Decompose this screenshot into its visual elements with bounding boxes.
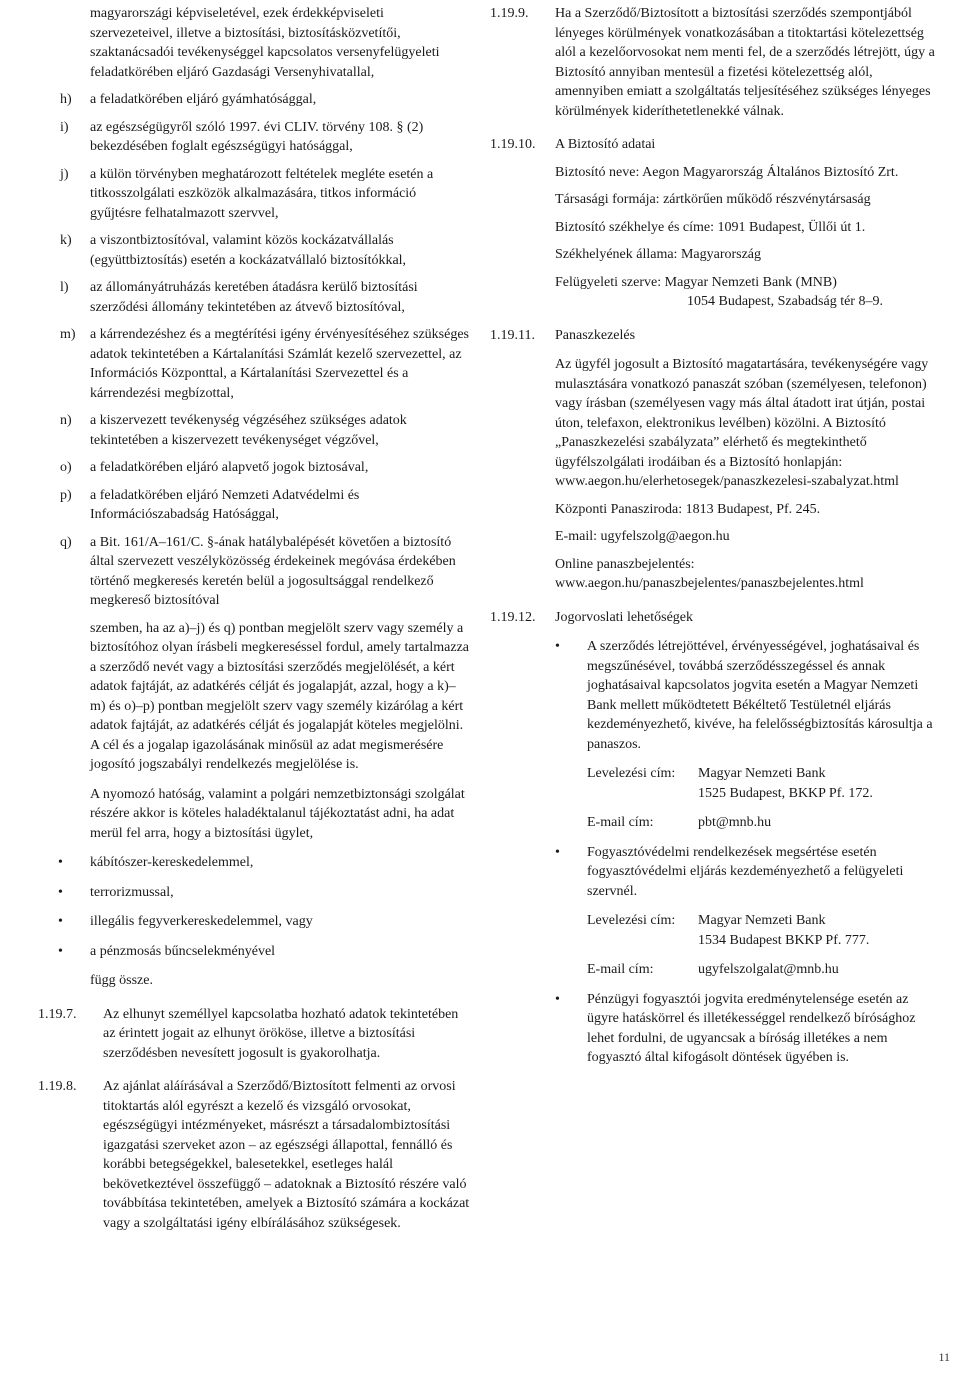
complaint-office: Központi Panasziroda: 1813 Budapest, Pf. 245. bbox=[555, 501, 821, 517]
list-item-i bbox=[38, 118, 470, 157]
section-text: Ha a Szerződő/Biztosított a biztosítási szerződés szempontjából lényeges körülmények vonatkozásában a titoktartási kötelezettség alól a kezelőorvosokat nem menti fel, de a szerződés létrejött, úgy a Biztosító annyiban mentesül a fizetési kötelezettség alól, amennyiben emiatt a szolgáltatás teljesítéséhez szükséges lényeges körülmények kideríthetetlenekké válnak. bbox=[555, 6, 935, 119]
list-text: az állományátruházás keretében átadásra kerülő biztosítási szerződési állomány tekintetében az átvevő biztosítóval, bbox=[90, 280, 418, 315]
mailing-line-1: Magyar Nemzeti Bank bbox=[698, 766, 826, 781]
list-item-q bbox=[38, 533, 470, 611]
list-label: k) bbox=[60, 233, 72, 248]
mailing-address bbox=[587, 764, 940, 803]
list-item-l bbox=[38, 278, 470, 317]
body-paragraph: A nyomozó hatóság, valamint a polgári nemzetbiztonsági szolgálat részére akkor is köteles haladéktalanul tájékoztatást adni, ha adat merül fel arra, hogy a biztosítási ügylet, bbox=[90, 786, 465, 841]
email-address bbox=[587, 960, 940, 980]
list-label: h) bbox=[60, 92, 72, 107]
section-title: Jogorvoslati lehetőségek bbox=[555, 609, 694, 625]
bullet-text: Fogyasztóvédelmi rendelkezések megsértése esetén fogyasztóvédelmi eljárás kezdeményezhető a felügyeleti szervnél. bbox=[587, 844, 904, 899]
email-value: pbt@mnb.hu bbox=[698, 815, 772, 830]
supervisor-name: Magyar Nemzeti Bank (MNB) bbox=[664, 274, 837, 290]
email-label: E-mail cím: bbox=[587, 815, 654, 830]
bullet-item bbox=[38, 942, 470, 962]
mailing-label: Levelezési cím: bbox=[587, 766, 676, 781]
bullet-text: terrorizmussal, bbox=[90, 884, 174, 900]
email-value: ugyfelszolgalat@mnb.hu bbox=[698, 962, 839, 977]
list-label: i) bbox=[60, 119, 69, 135]
mailing-line-2: 1525 Budapest, BKKP Pf. 172. bbox=[698, 785, 873, 801]
section-1-19-7 bbox=[38, 1005, 470, 1064]
bullet-text: a pénzmosás bűncselekményével bbox=[90, 943, 276, 959]
bullet-item bbox=[555, 637, 940, 833]
list-text: a kiszervezett tevékenység végzéséhez szükséges adatok tekintetében a kiszervezett tevékenységet végzővel, bbox=[90, 413, 407, 448]
bullet-item bbox=[555, 843, 940, 980]
section-title: Panaszkezelés bbox=[555, 327, 636, 343]
bullet-icon: • bbox=[555, 639, 560, 654]
body-paragraph: szemben, ha az a)–j) és q) pontban megjelölt szerv vagy személy a biztosítóhoz olyan írásbeli megkereséssel fordul, amely tartalmazza a szerződő nevét vagy a biztosítási szerződés megjelölését, a kért adatok fajtáját, az adatkérés célját és jogalapját, azzal, hogy a k)–m) és o)–p) pontban megjelölt szerv vagy személy kizárólag a kért adatok fajtáját, az adatkérés célját és jogalapját köteles megjelölni. A cél és a jogalap igazolásának minősül az adat megismerésére jogosító jogszabályi rendelkezés megjelölése is. bbox=[90, 620, 470, 772]
section-text: Az elhunyt személlyel kapcsolatba hozható adatok tekintetében az érintett jogait az elhunyt örököse, illetve a biztosítási szerződésben nevesített jogosult is gyakorolhatja. bbox=[103, 1006, 459, 1061]
bullet-text: A szerződés létrejöttével, érvényességével, joghatásaival és megszűnésével, továbbá szerződésszegéssel és annak joghatásaival kapcsolatos jogvita esetén a Magyar Nemzeti Bank mellett működtetett Békéltető Testületnél eljárás kezdeményezhető, kivéve, ha felelősségbiztosítás károsultja a panaszos. bbox=[587, 639, 933, 752]
list-text: a Bit. 161/A–161/C. §-ának hatálybalépését követően a biztosító által szervezett veszélyközösség érdekeinek megóvása érdekében történő megkeresés keretén belül a jogosultsággal rendelkező megkereső biztosítóval bbox=[90, 534, 456, 608]
list-text: a feladatkörében eljáró gyámhatósággal, bbox=[90, 92, 317, 107]
list-item-p bbox=[38, 486, 470, 525]
list-item-n bbox=[38, 411, 470, 450]
section-number: 1.19.7. bbox=[38, 1006, 77, 1022]
list-text: a viszontbiztosítóval, valamint közös kockázatvállalás (együttbiztosítás) esetén a kockázatvállaló biztosítókkal, bbox=[90, 233, 407, 268]
mailing-line-2: 1534 Budapest BKKP Pf. 777. bbox=[698, 932, 870, 948]
bullet-item bbox=[555, 990, 940, 1068]
list-item-k bbox=[38, 231, 470, 270]
list-label: j) bbox=[60, 166, 69, 182]
bullet-icon: • bbox=[58, 943, 63, 959]
section-title: A Biztosító adatai bbox=[555, 137, 656, 152]
list-item-o bbox=[38, 458, 470, 478]
bullet-text: kábítószer-kereskedelemmel, bbox=[90, 855, 254, 870]
section-number: 1.19.11. bbox=[490, 327, 535, 343]
list-label: m) bbox=[60, 327, 76, 342]
right-column bbox=[490, 4, 940, 1078]
list-text: a kárrendezéshez és a megtérítési igény érvényesítéséhez szükséges adatok tekintetében a Kártalanítási Számlát kezelő szervezettel, az Információs Központtal, a Kártalanítási Szervezettel és a kárrendezési megbízottal, bbox=[90, 327, 469, 401]
section-text: Az ajánlat aláírásával a Szerződő/Biztosított felmenti az orvosi titoktartás alól egyrészt a kezelő és vizsgáló orvosokat, egészségügyi intézményeket, másrészt a társadalombiztosítási igazgatási szerveket azon – az egészségi állapottal, fennálló és korábbi betegségekkel, balesetekkel, esetleges halál bekövetkeztével összefüggő – adatoknak a Biztosító részére való továbbítása tekintetében, amelyek a Biztosító számára a kockázat vagy a szolgáltatási igény elbírálásához szükségesek. bbox=[103, 1079, 470, 1231]
mailing-address bbox=[587, 911, 940, 950]
section-number: 1.19.10. bbox=[490, 137, 536, 152]
page-number: 11 bbox=[938, 1349, 950, 1364]
list-label: n) bbox=[60, 413, 72, 428]
bullet-item bbox=[38, 912, 470, 932]
closing-text: függ össze. bbox=[90, 973, 153, 988]
list-label: l) bbox=[60, 280, 69, 295]
bullet-text: Pénzügyi fogyasztói jogvita eredménytelensége esetén az ügyre hatáskörrel és illetékességgel rendelkező bírósághoz lehet fordulni, de ugyancsak a bíróság illetékes a nem fogyasztó által kifogásolt döntések ügyében is. bbox=[587, 991, 916, 1065]
list-item-h bbox=[38, 90, 470, 110]
mailing-label: Levelezési cím: bbox=[587, 913, 676, 928]
section-number: 1.19.12. bbox=[490, 609, 536, 625]
list-text: az egészségügyről szóló 1997. évi CLIV. törvény 108. § (2) bekezdésében foglalt egészségügyi hatósággal, bbox=[90, 119, 424, 154]
supervisor-label: Felügyeleti szerve: bbox=[555, 274, 662, 290]
email-address bbox=[587, 813, 940, 833]
section-number: 1.19.9. bbox=[490, 6, 529, 21]
bullet-item bbox=[38, 853, 470, 873]
supervisor bbox=[555, 273, 940, 312]
insurer-name: Biztosító neve: Aegon Magyarország Általános Biztosító Zrt. bbox=[555, 164, 899, 180]
bullet-icon: • bbox=[555, 991, 560, 1007]
headquarters: Biztosító székhelye és címe: 1091 Budapest, Üllői út 1. bbox=[555, 219, 866, 235]
online-complaint-link[interactable]: www.aegon.hu/panaszbejelentes/panaszbejelentes.html bbox=[555, 576, 864, 591]
list-text: a feladatkörében eljáró alapvető jogok biztosával, bbox=[90, 460, 369, 475]
intro-continuation: magyarországi képviseletével, ezek érdekképviseleti szervezeteivel, illetve a biztosítási, biztosításközvetítői, szaktanácsadói tevékenységgel kapcsolatos versenyfelügyeleti feladatkörében eljáró Gazdasági Versenyhivatallal, bbox=[90, 6, 440, 80]
online-complaint-label: Online panaszbejelentés: bbox=[555, 556, 695, 572]
list-label: o) bbox=[60, 460, 72, 475]
section-1-19-11 bbox=[490, 326, 940, 594]
bullet-icon: • bbox=[58, 914, 63, 929]
bullet-item bbox=[38, 883, 470, 903]
section-1-19-10 bbox=[490, 135, 940, 312]
email-label: E-mail cím: bbox=[587, 962, 654, 977]
section-1-19-8 bbox=[38, 1077, 470, 1233]
section-1-19-9 bbox=[490, 4, 940, 121]
bullet-icon: • bbox=[555, 844, 560, 860]
list-text: a külön törvényben meghatározott feltételek megléte esetén a titkosszolgálati eszközök alkalmazására, titkos információ gyűjtésre felhatalmazott szervvel, bbox=[90, 166, 434, 221]
bullet-icon: • bbox=[58, 855, 63, 870]
hq-state: Székhelyének állama: Magyarország bbox=[555, 247, 762, 262]
section-1-19-12 bbox=[490, 608, 940, 1068]
company-form: Társasági formája: zártkörűen működő részvénytársaság bbox=[555, 192, 871, 207]
complaint-email: E-mail: ugyfelszolg@aegon.hu bbox=[555, 529, 730, 544]
complaint-paragraph: Az ügyfél jogosult a Biztosító magatartására, tevékenységére vagy mulasztására vonatkozó panaszát szóban (személyesen, telefonon) vagy írásban (személyesen vagy más által átadott irat útján, postai úton, telefaxon, elektronikus levélben) közölni. A Biztosító „Panaszkezelési szabályzata” elérhető és megtekinthető ügyfélszolgálati irodáiban és a Biztosító honlapján: www.aegon.hu/elerhetosegek/panaszkezelesi-szabalyzat.html bbox=[555, 357, 929, 489]
list-label: q) bbox=[60, 534, 72, 550]
list-text: a feladatkörében eljáró Nemzeti Adatvédelmi és Információszabadság Hatósággal, bbox=[90, 487, 360, 522]
bullet-icon: • bbox=[58, 884, 63, 900]
supervisor-address: 1054 Budapest, Szabadság tér 8–9. bbox=[687, 294, 883, 309]
left-column bbox=[38, 4, 470, 1233]
section-number: 1.19.8. bbox=[38, 1079, 77, 1094]
list-label: p) bbox=[60, 487, 72, 503]
bullet-text: illegális fegyverkereskedelemmel, vagy bbox=[90, 914, 313, 929]
mailing-line-1: Magyar Nemzeti Bank bbox=[698, 913, 826, 928]
list-item-m bbox=[38, 325, 470, 403]
list-item-j bbox=[38, 165, 470, 224]
